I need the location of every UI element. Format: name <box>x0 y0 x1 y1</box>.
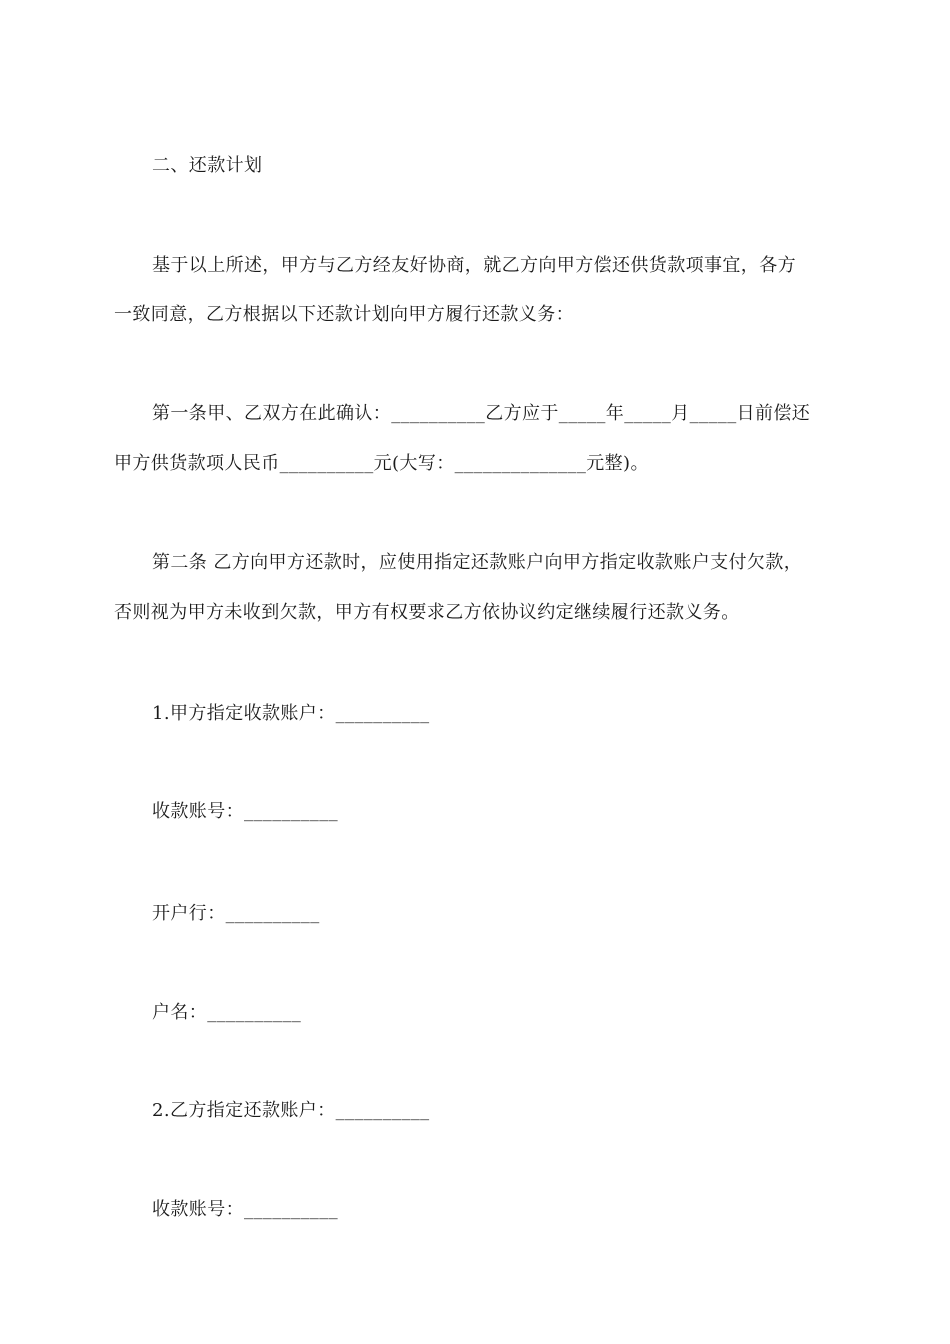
section-heading: 二、还款计划 <box>152 155 263 176</box>
party-a-account-number: 收款账号：__________ <box>152 801 338 822</box>
intro-paragraph-line-2: 一致同意，乙方根据以下还款计划向甲方履行还款义务： <box>114 304 574 325</box>
article-1-line-2: 甲方供货款项人民币__________元(大写：______________元整)。 <box>114 453 649 474</box>
party-a-bank: 开户行：__________ <box>152 903 320 924</box>
intro-paragraph-line-1: 基于以上所述，甲方与乙方经友好协商，就乙方向甲方偿还供货款项事宜，各方 <box>152 255 796 276</box>
article-1-line-1: 第一条甲、乙双方在此确认：__________乙方应于_____年_____月_____日前偿还 <box>152 403 811 424</box>
party-a-account-name: 户名：__________ <box>152 1002 302 1023</box>
article-2-line-2: 否则视为甲方未收到欠款，甲方有权要求乙方依协议约定继续履行还款义务。 <box>114 602 740 623</box>
party-a-account-title: 1.甲方指定收款账户：__________ <box>152 703 430 724</box>
article-2-line-1: 第二条 乙方向甲方还款时，应使用指定还款账户向甲方指定收款账户支付欠款， <box>152 552 803 573</box>
party-b-account-title: 2.乙方指定还款账户：__________ <box>152 1100 430 1121</box>
party-b-account-number: 收款账号：__________ <box>152 1199 338 1220</box>
